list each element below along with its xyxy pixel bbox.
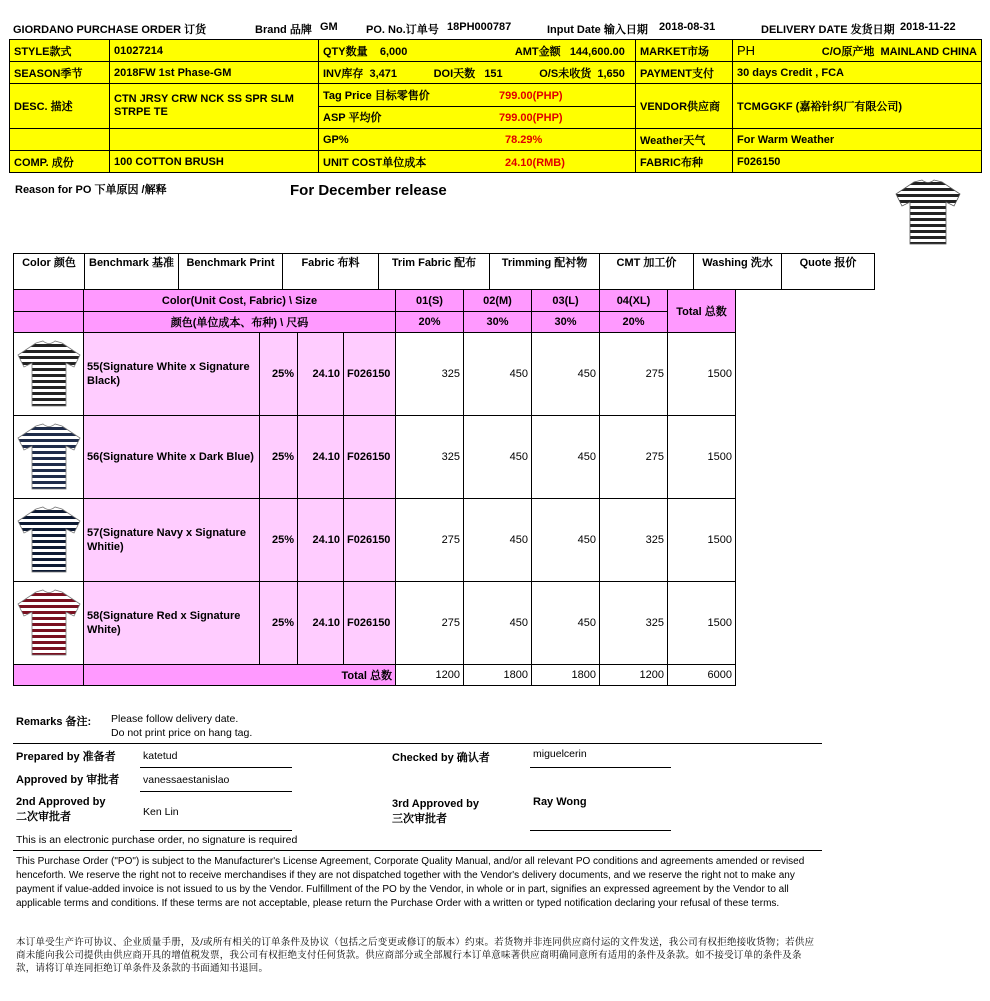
color-pct: 25% [260, 416, 298, 499]
payment-value: 30 days Credit , FCA [733, 62, 982, 84]
po-title: GIORDANO PURCHASE ORDER 订货 [13, 24, 207, 36]
color-name: 57(Signature Navy x Signature Whitie) [84, 499, 260, 582]
hdr-quote: Quote 报价 [782, 254, 875, 290]
delivery-date-label: DELIVERY DATE 发货日期 [761, 24, 895, 36]
shirt-swatch-icon [15, 587, 83, 657]
table-row [14, 333, 736, 416]
prepared-value: katetud [143, 750, 178, 762]
style-value: 01027214 [110, 40, 319, 62]
remarks-line-1: Please follow delivery date. [111, 713, 239, 725]
total-s: 1200 [396, 665, 464, 686]
approved-value: vanessaestanislao [143, 774, 230, 786]
color-name: 56(Signature White x Dark Blue) [84, 416, 260, 499]
remarks-line-2: Do not print price on hang tag. [111, 727, 253, 739]
second-approved-label-cn: 二次审批者 [16, 811, 71, 823]
qty-l: 450 [532, 333, 600, 416]
qty-l: 450 [532, 582, 600, 665]
brand-value: GM [320, 21, 338, 33]
origin-value: MAINLAND CHINA [880, 45, 977, 58]
total-xl: 1200 [600, 665, 668, 686]
weather-value: For Warm Weather [733, 129, 982, 151]
tag-price-value: 799.00(PHP) [499, 89, 563, 102]
size-xl: 04(XL) [600, 290, 668, 312]
hdr-benchmark: Benchmark 基准 [85, 254, 179, 290]
legal-text-en: This Purchase Order ("PO") is subject to the Manufacturer's License Agreement, Corporate Quality Manual, and/or all relevant PO conditions and agreements amended or revised henceforth. We reserve the right not to receive merchandises if they are not dispatched together with the Vendor's delivery documents, and we reserve the right not to make any payment if value-added invoice is not issued to us by the Vendor. Fulfillment of the PO by the Vendor, in whole or in part, signifies an expressed agreement by the Vendor to all applicable terms and conditions. If these terms are not acceptable, please return the Purchase Order with a written or typed notification declaring your refusal of these terms. [16, 856, 805, 909]
delivery-date: 2018-11-22 [900, 21, 956, 33]
color-unit-cost: 24.10 [298, 416, 344, 499]
weather-label: Weather天气 [636, 129, 733, 151]
row-total: 1500 [668, 582, 736, 665]
input-date: 2018-08-31 [659, 21, 716, 33]
electronic-note: This is an electronic purchase order, no signature is required [16, 834, 298, 846]
hdr-trimming: Trimming 配衬物 [490, 254, 600, 290]
size-m: 02(M) [464, 290, 532, 312]
comp-value: 100 COTTON BRUSH [110, 151, 319, 173]
total-m: 1800 [464, 665, 532, 686]
hdr-color: Color 颜色 [14, 254, 85, 290]
qty-m: 450 [464, 499, 532, 582]
shirt-swatch-icon [15, 421, 83, 491]
second-approved-label-en: 2nd Approved by [16, 796, 106, 808]
po-number: 18PH000787 [447, 21, 512, 33]
reason-label: Reason for PO 下单原因 /解释 [15, 184, 167, 196]
cost-breakdown-header [13, 253, 875, 290]
os-label: O/S未收货 [539, 67, 592, 80]
gp-label: GP% [323, 133, 349, 146]
total-l: 1800 [532, 665, 600, 686]
color-unit-cost: 24.10 [298, 333, 344, 416]
unit-cost-value: 24.10(RMB) [505, 156, 565, 169]
brand-label: Brand 品牌 [255, 24, 312, 36]
color-name: 55(Signature White x Signature Black) [84, 333, 260, 416]
qty-xl: 275 [600, 416, 668, 499]
os-value: 1,650 [597, 67, 625, 80]
ratio-m: 30% [464, 312, 532, 333]
origin-label: C/O原产地 [821, 45, 875, 58]
color-fabric: F026150 [344, 499, 396, 582]
season-label: SEASON季节 [10, 62, 110, 84]
fabric-label: FABRIC布种 [636, 151, 733, 173]
unit-cost-label: UNIT COST单位成本 [323, 156, 427, 169]
row-total: 1500 [668, 416, 736, 499]
amt-label: AMT金额 [514, 45, 561, 58]
qty-m: 450 [464, 333, 532, 416]
color-pct: 25% [260, 582, 298, 665]
qty-m: 450 [464, 416, 532, 499]
table-row [14, 499, 736, 582]
market-label: MARKET市场 [636, 40, 733, 62]
inv-value: 3,471 [369, 67, 397, 80]
market-value: PH [737, 43, 756, 58]
approved-label: Approved by 审批者 [16, 774, 120, 786]
hdr-trim-fabric: Trim Fabric 配布 [379, 254, 490, 290]
color-header-en: Color(Unit Cost, Fabric) \ Size [84, 290, 396, 312]
payment-label: PAYMENT支付 [636, 62, 733, 84]
qty-s: 325 [396, 333, 464, 416]
ratio-l: 30% [532, 312, 600, 333]
color-fabric: F026150 [344, 416, 396, 499]
vendor-label: VENDOR供应商 [636, 84, 733, 129]
desc-label: DESC. 描述 [10, 84, 110, 129]
qty-value: 6,000 [379, 45, 408, 58]
desc-value: CTN JRSY CRW NCK SS SPR SLM STRPE TE [110, 84, 319, 129]
tag-price-label: Tag Price 目标零售价 [323, 89, 430, 102]
qty-xl: 275 [600, 333, 668, 416]
third-approved-label-cn: 三次审批者 [392, 813, 447, 825]
style-label: STYLE款式 [10, 40, 110, 62]
table-row [14, 416, 736, 499]
po-number-label: PO. No.订单号 [366, 24, 439, 36]
qty-s: 275 [396, 582, 464, 665]
shirt-swatch-icon [15, 504, 83, 574]
table-row [14, 582, 736, 665]
amt-value: 144,600.00 [569, 45, 625, 58]
vendor-value: TCMGGKF (嘉裕针织厂有限公司) [733, 84, 982, 129]
row-total: 1500 [668, 333, 736, 416]
third-approved-label-en: 3rd Approved by [392, 798, 479, 810]
inv-label: INV库存 [323, 67, 364, 80]
hdr-cmt: CMT 加工价 [600, 254, 694, 290]
season-value: 2018FW 1st Phase-GM [110, 62, 319, 84]
color-header-cn: 颜色(单位成本、布种) \ 尺码 [84, 312, 396, 333]
color-pct: 25% [260, 333, 298, 416]
divider [13, 743, 822, 744]
size-s: 01(S) [396, 290, 464, 312]
qty-xl: 325 [600, 499, 668, 582]
hdr-fabric: Fabric 布料 [283, 254, 379, 290]
ratio-xl: 20% [600, 312, 668, 333]
color-fabric: F026150 [344, 582, 396, 665]
qty-xl: 325 [600, 582, 668, 665]
color-pct: 25% [260, 499, 298, 582]
qty-s: 325 [396, 416, 464, 499]
color-name: 58(Signature Red x Signature White) [84, 582, 260, 665]
row-total: 1500 [668, 499, 736, 582]
color-unit-cost: 24.10 [298, 499, 344, 582]
third-approved-value: Ray Wong [533, 796, 587, 808]
comp-label: COMP. 成份 [10, 151, 110, 173]
checked-label: Checked by 确认者 [392, 752, 490, 764]
grand-total: 6000 [668, 665, 736, 686]
qty-m: 450 [464, 582, 532, 665]
asp-value: 799.00(PHP) [499, 112, 563, 125]
legal-text-cn: 本订单受生产许可协议、企业质量手册，及/或所有相关的订单条件及协议（包括之后变更或修订的版本）约束。若货物并非连同供应商付运的文件发送，我公司有权拒绝接收货物；若供应商未能向我公司提供由供应商开具的增值税发票，我公司有权拒绝支付任何货款。供应商部分或全部履行本订单意味著供应商明确同意所有适用的条件及条款。如不接受订单的条件及条款，请将订单连同拒绝订单条件及条款的书面通知书退回。 [16, 937, 815, 974]
doi-label: DOI天数 [433, 67, 476, 80]
asp-label: ASP 平均价 [323, 112, 382, 125]
ratio-s: 20% [396, 312, 464, 333]
doi-value: 151 [484, 67, 503, 80]
input-date-label: Input Date 输入日期 [547, 24, 648, 36]
qty-l: 450 [532, 416, 600, 499]
qty-l: 450 [532, 499, 600, 582]
fabric-value: F026150 [733, 151, 982, 173]
product-thumbnail-shirt-icon [892, 176, 964, 248]
qty-s: 275 [396, 499, 464, 582]
hdr-benchmark-print: Benchmark Print [179, 254, 283, 290]
size-l: 03(L) [532, 290, 600, 312]
shirt-swatch-icon [15, 338, 83, 408]
prepared-label: Prepared by 准备者 [16, 751, 116, 763]
color-unit-cost: 24.10 [298, 582, 344, 665]
qty-label: QTY数量 [323, 45, 368, 58]
color-fabric: F026150 [344, 333, 396, 416]
totals-label: Total 总数 [84, 665, 396, 686]
hdr-washing: Washing 洗水 [694, 254, 782, 290]
second-approved-value: Ken Lin [143, 806, 179, 818]
total-header: Total 总数 [668, 290, 736, 333]
size-quantity-table [13, 289, 736, 686]
checked-value: miguelcerin [533, 748, 587, 760]
remarks-label: Remarks 备注: [16, 716, 92, 728]
reason-text: For December release [290, 182, 447, 199]
gp-value: 78.29% [505, 133, 543, 146]
order-info-table [9, 39, 982, 173]
